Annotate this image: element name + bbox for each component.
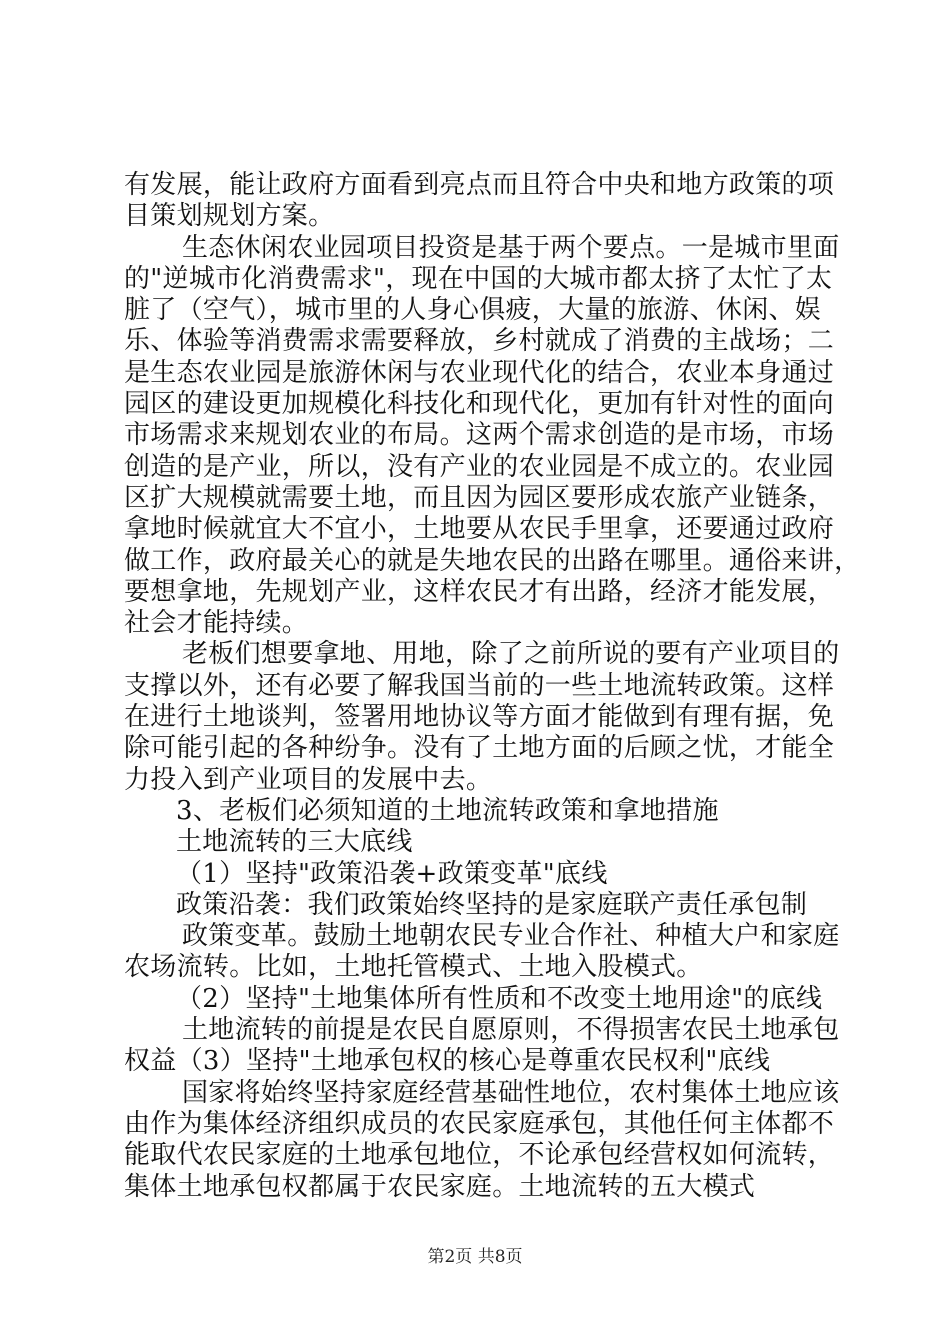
text-line: 是生态农业园是旅游休闲与农业现代化的结合，农业本身通过 [124,357,835,388]
text-line: 社会才能持续。 [124,608,309,639]
text-line: 政策沿袭：我们政策始终坚持的是家庭联产责任承包制 [176,889,808,920]
document-body [124,170,861,1203]
text-line: 生态休闲农业园项目投资是基于两个要点。一是城市里面 [182,232,840,263]
text-line: 土地流转的前提是农民自愿原则，不得损害农民土地承包 [182,1015,840,1046]
text-line: 做工作，政府最关心的就是失地农民的出路在哪里。通俗来讲， [124,545,861,576]
text-line: 力投入到产业项目的发展中去。 [124,764,493,795]
text-line: 政策变革。鼓励土地朝农民专业合作社、种植大户和家庭 [182,921,840,952]
text-line: 要想拿地，先规划产业，这样农民才有出路，经济才能发展， [124,576,835,607]
text-line: 市场需求来规划农业的布局。这两个需求创造的是市场，市场 [124,420,835,451]
text-line: 在进行土地谈判，签署用地协议等方面才能做到有理有据，免 [124,702,835,733]
text-line: 老板们想要拿地、用地，除了之前所说的要有产业项目的 [182,639,840,670]
text-line: 国家将始终坚持家庭经营基础性地位，农村集体土地应该 [182,1077,840,1108]
text-line: 区扩大规模就需要土地，而且因为园区要形成农旅产业链条， [124,482,835,513]
text-line: 支撑以外，还有必要了解我国当前的一些土地流转政策。这样 [124,670,835,701]
text-line: 能取代农民家庭的土地承包地位，不论承包经营权如何流转， [124,1140,835,1171]
text-line: 创造的是产业，所以，没有产业的农业园是不成立的。农业园 [124,451,835,482]
text-line: 由作为集体经济组织成员的农民家庭承包，其他任何主体都不 [124,1108,835,1139]
text-line: 土地流转的三大底线 [176,827,413,858]
text-line: 乐、体验等消费需求需要释放，乡村就成了消费的主战场；二 [124,326,835,357]
text-line: 权益（3）坚持"土地承包权的核心是尊重农民权利"底线 [124,1046,771,1077]
text-line: 目策划规划方案。 [124,201,335,232]
text-line: 脏了（空气），城市里的人身心俱疲，大量的旅游、休闲、娱 [124,295,822,326]
text-line: 3、老板们必须知道的土地流转政策和拿地措施 [176,795,719,826]
page-footer: 第2页 共8页 [427,1247,523,1267]
text-line: 农场流转。比如，土地托管模式、土地入股模式。 [124,952,703,983]
text-line: 的"逆城市化消费需求"，现在中国的大城市都太挤了太忙了太 [124,263,833,294]
text-line: 拿地时候就宜大不宜小，土地要从农民手里拿，还要通过政府 [124,514,835,545]
text-line: 园区的建设更加规模化科技化和现代化，更加有针对性的面向 [124,389,835,420]
text-line: 除可能引起的各种纷争。没有了土地方面的后顾之忧，才能全 [124,733,835,764]
text-line: 集体土地承包权都属于农民家庭。土地流转的五大模式 [124,1171,756,1202]
text-line: （2）坚持"土地集体所有性质和不改变土地用途"的底线 [176,983,823,1014]
text-line: （1）坚持"政策沿袭+政策变革"底线 [176,858,608,889]
text-line: 有发展，能让政府方面看到亮点而且符合中央和地方政策的项 [124,170,835,200]
